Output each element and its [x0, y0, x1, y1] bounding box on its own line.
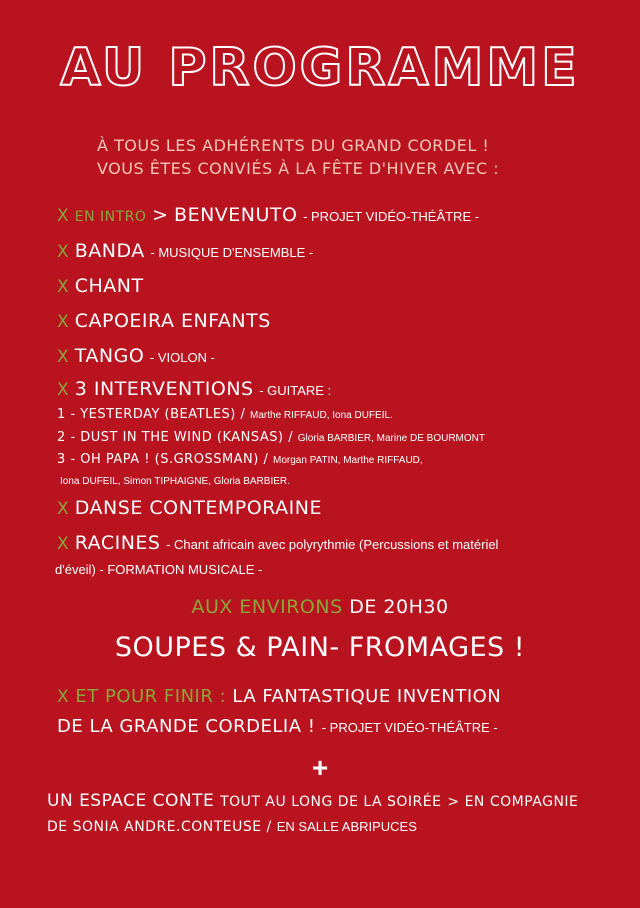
program-item-chant [57, 275, 144, 297]
bullet-x: X [57, 534, 70, 554]
environ-tag: AUX ENVIRONS [191, 596, 343, 618]
interventions-name: 3 INTERVENTIONS [74, 378, 254, 400]
finale-title-1: LA FANTASTIQUE INVENTION [232, 686, 502, 707]
bullet-x: X [57, 242, 70, 262]
program-item-capoeira [57, 310, 271, 332]
song-2-people: Gloria BARBIER, Marine DE BOURMONT [297, 433, 485, 444]
finale-line-2 [57, 716, 498, 737]
bullet-x: X [57, 206, 70, 226]
racines-name: RACINES [74, 532, 161, 554]
song-2-title: 2 - DUST IN THE WIND (KANSAS) / [57, 430, 294, 445]
song-3-people-cont: Iona DUFEIL, Simon TIPHAIGNE, Gloria BARBIER. [60, 476, 290, 487]
conte-line-2 [47, 819, 417, 835]
intro-line-1: À TOUS LES ADHÉRENTS DU GRAND CORDEL ! [97, 136, 490, 155]
bullet-x: X [57, 347, 70, 367]
bullet-x: X [57, 312, 70, 332]
song-2 [57, 430, 485, 445]
program-item-racines [57, 532, 498, 554]
conte-place: EN SALLE ABRIPUCES [276, 819, 417, 834]
program-item-banda [57, 240, 313, 262]
interventions-desc: - GUITARE : [259, 383, 332, 398]
danse-name: DANSE CONTEMPORAINE [74, 497, 322, 519]
song-3 [57, 452, 423, 467]
racines-desc: - Chant africain avec polyrythmie (Percussions et matériel [166, 537, 499, 552]
tango-name: TANGO [74, 345, 145, 367]
song-3-title: 3 - OH PAPA ! (S.GROSSMAN) / [57, 452, 269, 467]
program-item-tango [57, 345, 215, 367]
intro-text [97, 134, 597, 180]
plus-icon: + [311, 752, 329, 783]
finale-desc: - PROJET VIDÉO-THÉÂTRE - [321, 720, 498, 735]
environ-headline: SOUPES & PAIN- FROMAGES ! [114, 632, 526, 663]
tango-desc: - VIOLON - [149, 350, 215, 365]
intro-line-2: VOUS ÊTES CONVIÉS À LA FÊTE D'HIVER AVEC : [97, 159, 500, 178]
bullet-x: X [57, 687, 70, 707]
banda-name: BANDA [74, 240, 145, 262]
environ-line [0, 596, 640, 618]
conte-company: > EN COMPAGNIE [447, 794, 579, 810]
program-item-danse [57, 497, 322, 519]
conte-line-1 [47, 791, 578, 811]
finale-line-1 [57, 686, 501, 707]
banda-desc: - MUSIQUE D'ENSEMBLE - [150, 245, 314, 260]
page-title: AU PROGRAMME [60, 38, 580, 98]
benvenuto-desc: - PROJET VIDÉO-THÉÂTRE - [303, 209, 480, 224]
song-1-people: Marthe RIFFAUD, Iona DUFEIL. [250, 410, 393, 421]
bullet-x: X [57, 380, 70, 400]
program-item-benvenuto [57, 204, 479, 226]
program-item-interventions [57, 378, 331, 400]
conte-storyteller: DE SONIA ANDRE.CONTEUSE / [47, 819, 272, 835]
intro-tag: EN INTRO [74, 209, 147, 225]
racines-desc-cont: d'éveil) - FORMATION MUSICALE - [55, 562, 263, 577]
capoeira-name: CAPOEIRA ENFANTS [74, 310, 271, 332]
bullet-x: X [57, 277, 70, 297]
finale-title-2: DE LA GRANDE CORDELIA ! [57, 716, 316, 737]
environ-time: DE 20H30 [349, 596, 449, 618]
song-1-title: 1 - YESTERDAY (BEATLES) / [57, 407, 246, 422]
arrow-icon: > [152, 204, 169, 226]
benvenuto-name: BENVENUTO [174, 204, 298, 226]
finale-tag: ET POUR FINIR : [75, 686, 227, 707]
chant-name: CHANT [74, 275, 144, 297]
song-1 [57, 407, 393, 422]
conte-when: TOUT AU LONG DE LA SOIRÉE [220, 794, 442, 810]
song-3-people: Morgan PATIN, Marthe RIFFAUD, [273, 455, 423, 466]
conte-name: UN ESPACE CONTE [47, 791, 215, 811]
bullet-x: X [57, 499, 70, 519]
